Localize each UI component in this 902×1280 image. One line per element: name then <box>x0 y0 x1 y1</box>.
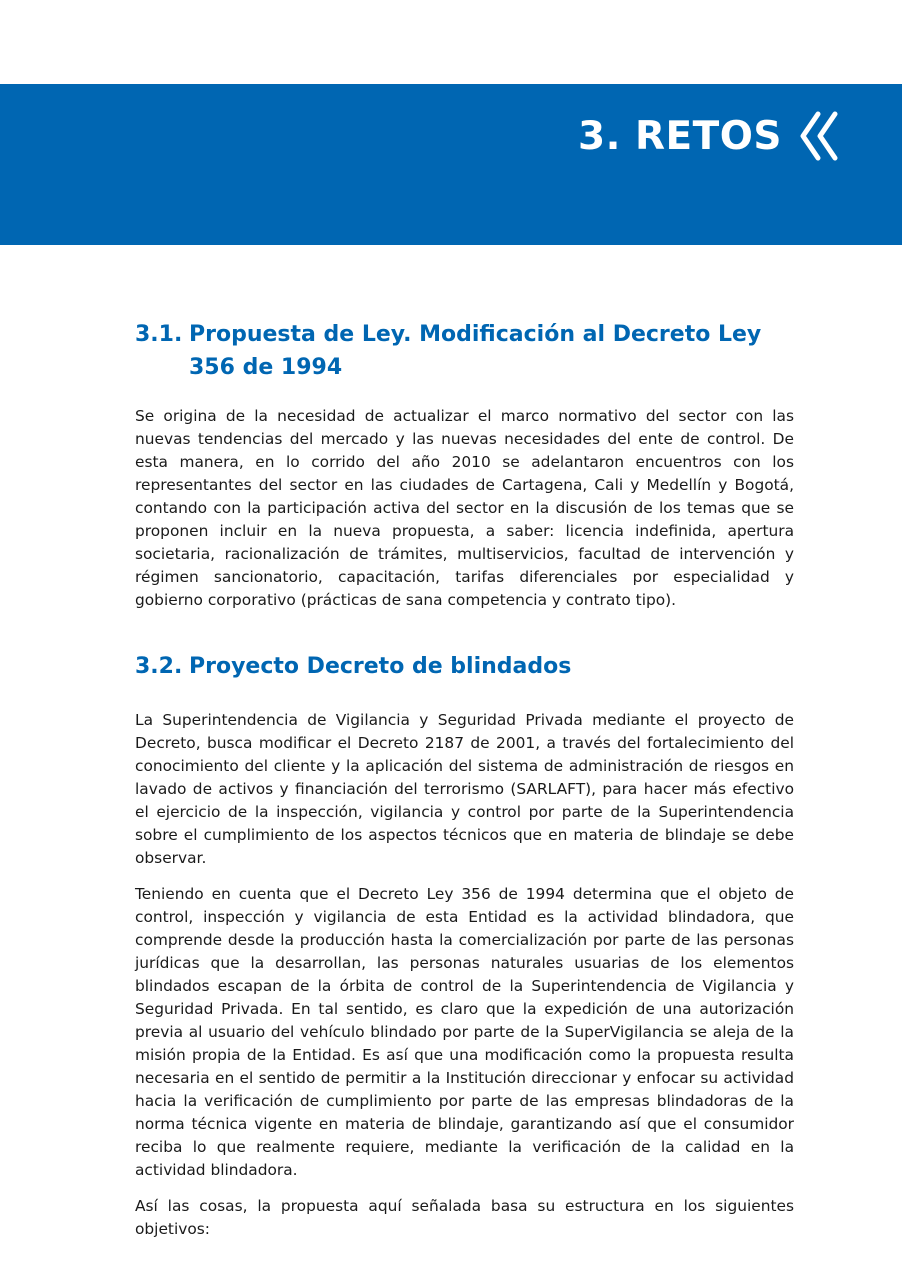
paragraph: Se origina de la necesidad de actualizar el marco normativo del sector con las nuevas tendencias del mercado y las nuevas necesidades del ente de control. De esta manera, en lo corrido del año 2010 se adelantaron encuentros con los representantes del sector en las ciudades de Cartagena, Cali y Medellín y Bogotá, contando con la participación activa del sector en la discusión de los temas que se proponen incluir en la nueva propuesta, a saber: licencia indefinida, apertura societaria, racionalización de trámites, multiservicios, facultad de intervención y régimen sancionatorio, capacitación, tarifas diferenciales por especialidad y gobierno corporativo (prácticas de sana competencia y contrato tipo). <box>135 407 794 609</box>
section-number: 3.1. <box>135 322 183 347</box>
paragraph: Teniendo en cuenta que el Decreto Ley 356 de 1994 determina que el objeto de control, inspección y vigilancia de esta Entidad es la actividad blindadora, que comprende desde la producción hasta la comercialización por parte de las personas jurídicas que la desarrollan, las personas naturales usuarias de los elementos blindados escapan de la órbita de control de la Superintendencia de Vigilancia y Seguridad Privada. En tal sentido, es claro que la expedición de una autorización previa al usuario del vehículo blindado por parte de la SuperVigilancia se aleja de la misión propia de la Entidad. Es así que una modificación como la propuesta resulta necesaria en el sentido de permitir a la Institución direccionar y enfocar su actividad hacia la verificación de cumplimiento por parte de las empresas blindadoras de la norma técnica vigente en materia de blindaje, garantizando así que el consumidor reciba lo que realmente requiere, mediante la verificación de la calidad en la actividad blindadora. <box>135 885 794 1179</box>
paragraph: Así las cosas, la propuesta aquí señalada basa su estructura en los siguientes objetivos: <box>135 1197 794 1238</box>
chapter-title-group <box>578 106 840 166</box>
section-title: Proyecto Decreto de blindados <box>189 654 572 679</box>
section-title: Propuesta de Ley. Modificación al Decreto Ley 356 de 1994 <box>189 322 762 380</box>
section-heading-3-1 <box>135 318 794 384</box>
section-number: 3.2. <box>135 654 183 679</box>
double-chevron-left-icon <box>796 110 840 162</box>
paragraph: La Superintendencia de Vigilancia y Seguridad Privada mediante el proyecto de Decreto, busca modificar el Decreto 2187 de 2001, a través del fortalecimiento del conocimiento del cliente y la aplicación del sistema de administración de riesgos en lavado de activos y financiación del terrorismo (SARLAFT), para hacer más efectivo el ejercicio de la inspección, vigilancia y control por parte de la Superintendencia sobre el cumplimiento de los aspectos técnicos que en materia de blindaje se debe observar. <box>135 711 794 867</box>
chapter-title: 3. RETOS <box>577 113 782 159</box>
section-heading-3-2 <box>135 650 794 683</box>
chapter-banner <box>0 84 902 245</box>
document-body <box>135 318 794 1241</box>
